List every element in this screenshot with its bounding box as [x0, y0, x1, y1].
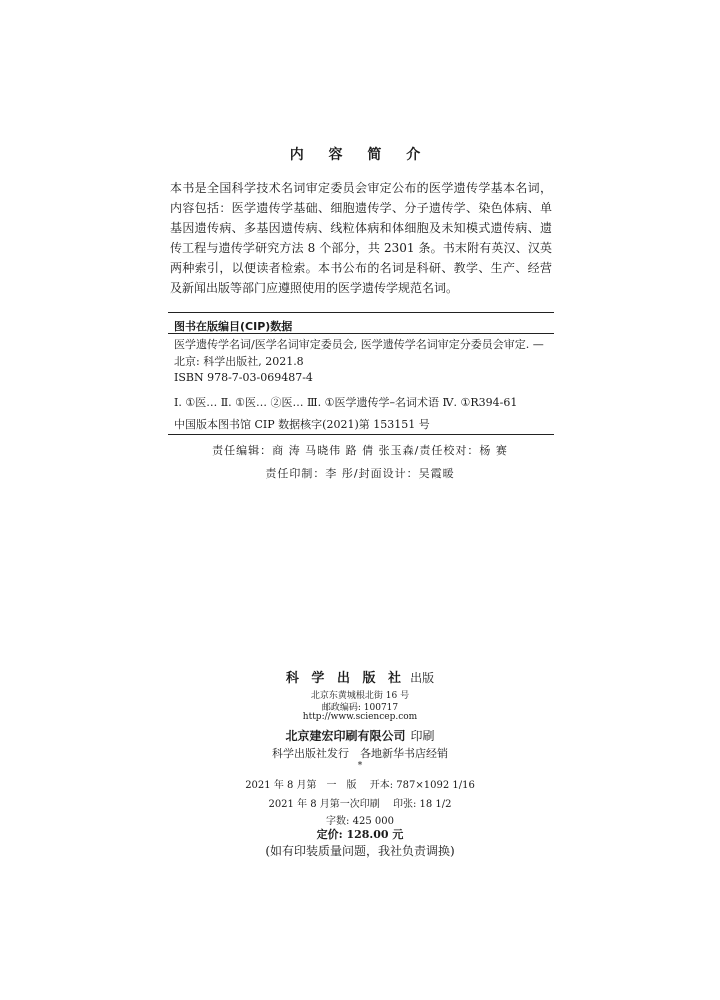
edition-line-1: 2021 年 8 月第 一 版 开本: 787×1092 1/16 [245, 780, 475, 791]
cip-heading: 图书在版编目(CIP)数据 [174, 320, 293, 333]
staff-line-2: 责任印制：李 彤/封面设计：吴霞暖 [265, 467, 455, 480]
staff-line-1: 责任编辑：商 涛 马晓伟 路 倩 张玉森/责任校对：杨 赛 [212, 444, 508, 457]
publisher-line [0, 667, 720, 686]
divider-bottom [168, 434, 554, 435]
word-count: 字数: 425 000 [326, 816, 394, 827]
publisher-name: 科 学 出 版 社 [285, 671, 405, 686]
cip-entry: 医学遗传学名词/医学名词审定委员会, 医学遗传学名词审定分委员会审定. —北京: 科学出版社, 2021.8 [174, 338, 544, 368]
cip-divider [168, 333, 554, 334]
edition-line-2: 2021 年 8 月第一次印刷 印张: 18 1/2 [268, 799, 452, 810]
distribution: 科学出版社发行 各地新华书店经销 [272, 747, 448, 760]
printer-name: 北京建宏印刷有限公司 [285, 729, 406, 743]
publisher-suffix: 出版 [410, 671, 435, 685]
divider-top [168, 312, 554, 313]
printer-suffix: 印刷 [410, 729, 435, 743]
cip-classification: Ⅰ. ①医… Ⅱ. ①医… ②医… Ⅲ. ①医学遗传学–名词术语 Ⅳ. ①R394-61 [174, 396, 518, 409]
publisher-address: 北京东黄城根北街 16 号 [310, 691, 410, 701]
cip-isbn: ISBN 978-7-03-069487-4 [174, 371, 313, 384]
summary-title: 内 容 简 介 [289, 147, 431, 163]
publisher-url: http://www.sciencep.com [302, 712, 418, 722]
price: 定价: 128.00 元 [316, 828, 404, 841]
quality-note: (如有印装质量问题，我社负责调换) [265, 844, 455, 858]
publisher-postcode: 邮政编码: 100717 [321, 703, 399, 713]
printer-line [0, 725, 720, 744]
cip-record: 中国版本图书馆 CIP 数据核字(2021)第 153151 号 [174, 418, 430, 431]
summary-body: 本书是全国科学技术名词审定委员会审定公布的医学遗传学基本名词，内容包括：医学遗传学基础、细胞遗传学、分子遗传学、染色体病、单基因遗传病、多基因遗传病、线粒体病和体细胞及未知模式遗传病、遗传工程与遗传学研究方法 8 个部分，共 2301 条。书末附有英汉、汉英两种索引，以便读者检索。本书公布的名词是科研、教学、生产、经营及新闻出版等部门应遵照使用的医学遗传学规范名词。 [170, 181, 552, 295]
separator-star: * [357, 761, 363, 771]
